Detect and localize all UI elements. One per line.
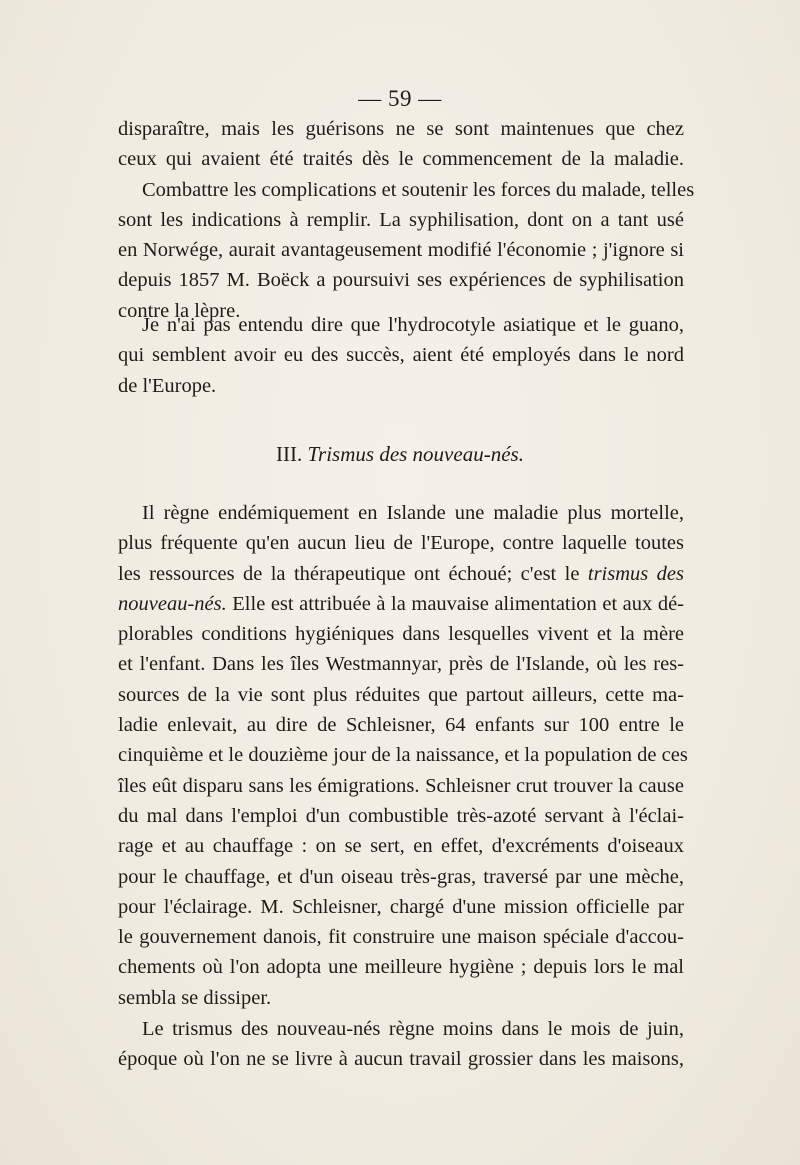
text-line: sont les indications à remplir. La syphilisation, dont on a tant usé bbox=[118, 208, 684, 231]
text-line: en Norwége, aurait avantageusement modifié l'économie ; j'ignore si bbox=[118, 239, 684, 262]
text-line: îles eût disparu sans les émigrations. Schleisner crut trouver la cause bbox=[118, 774, 684, 797]
text-line: ladie enlevait, au dire de Schleisner, 64 enfants sur 100 entre le bbox=[118, 714, 684, 737]
text-run: les ressources de la thérapeutique ont échoué; c'est le bbox=[118, 562, 588, 585]
paragraph-trismus-juin bbox=[118, 1014, 684, 1075]
text-line: qui semblent avoir eu des succès, aient été employés dans le nord bbox=[118, 344, 684, 367]
text-line-mixed bbox=[118, 559, 684, 589]
text-line: ceux qui avaient été traités dès le commencement de la maladie. bbox=[118, 148, 684, 171]
paragraph-syphilisation bbox=[118, 114, 695, 326]
text-line: cinquième et le douzième jour de la naissance, et la population de ces bbox=[118, 744, 688, 767]
section-heading bbox=[0, 442, 800, 467]
section-title: Trismus des nouveau-nés. bbox=[307, 442, 524, 466]
text-line: depuis 1857 M. Boëck a poursuivi ses expériences de syphilisation bbox=[118, 269, 684, 292]
text-line: le gouvernement danois, fit construire une maison spéciale d'accou- bbox=[118, 926, 684, 949]
paragraph-hydrocotyle bbox=[118, 310, 684, 401]
text-line: disparaître, mais les guérisons ne se sont maintenues que chez bbox=[118, 118, 684, 140]
page-number: — 59 — bbox=[358, 86, 442, 111]
italic-term: trismus des bbox=[587, 562, 684, 585]
text-line: sembla se dissiper. bbox=[118, 986, 272, 1009]
text-line: et l'enfant. Dans les îles Westmannyar, près de l'Islande, où les res- bbox=[118, 653, 684, 676]
text-line: Je n'ai pas entendu dire que l'hydrocotyle asiatique et le guano, bbox=[142, 314, 684, 336]
text-run: Elle est attribuée à la mauvaise alimentation et aux dé- bbox=[226, 592, 684, 615]
text-line-mixed bbox=[118, 589, 684, 619]
text-line: pour le chauffage, et d'un oiseau très-gras, traversé par une mèche, bbox=[118, 865, 684, 888]
text-line: Combattre les complications et soutenir les forces du malade, telles bbox=[142, 178, 695, 201]
text-line: chements où l'on adopta une meilleure hygiène ; depuis lors le mal bbox=[118, 956, 684, 979]
text-line: plus fréquente qu'en aucun lieu de l'Europe, contre laquelle toutes bbox=[118, 532, 684, 555]
italic-term: nouveau-nés. bbox=[118, 592, 227, 615]
section-number: III. bbox=[276, 442, 303, 466]
paragraph-trismus bbox=[118, 498, 688, 1013]
text-line: sources de la vie sont plus réduites que partout ailleurs, cette ma- bbox=[118, 683, 684, 706]
text-line: époque où l'on ne se livre à aucun travail grossier dans les maisons, bbox=[118, 1048, 684, 1071]
text-line: du mal dans l'emploi d'un combustible très-azoté servant à l'éclai- bbox=[118, 804, 684, 827]
text-line: de l'Europe. bbox=[118, 374, 217, 397]
text-line: plorables conditions hygiéniques dans lesquelles vivent et la mère bbox=[118, 623, 684, 646]
text-line: rage et au chauffage : on se sert, en effet, d'excréments d'oiseaux bbox=[118, 835, 684, 858]
text-line: Il règne endémiquement en Islande une maladie plus mortelle, bbox=[142, 502, 684, 524]
text-line: pour l'éclairage. M. Schleisner, chargé d'une mission officielle par bbox=[118, 895, 684, 918]
text-line: contre la lèpre. bbox=[118, 299, 241, 322]
text-line: Le trismus des nouveau-nés règne moins dans le mois de juin, bbox=[142, 1018, 684, 1040]
